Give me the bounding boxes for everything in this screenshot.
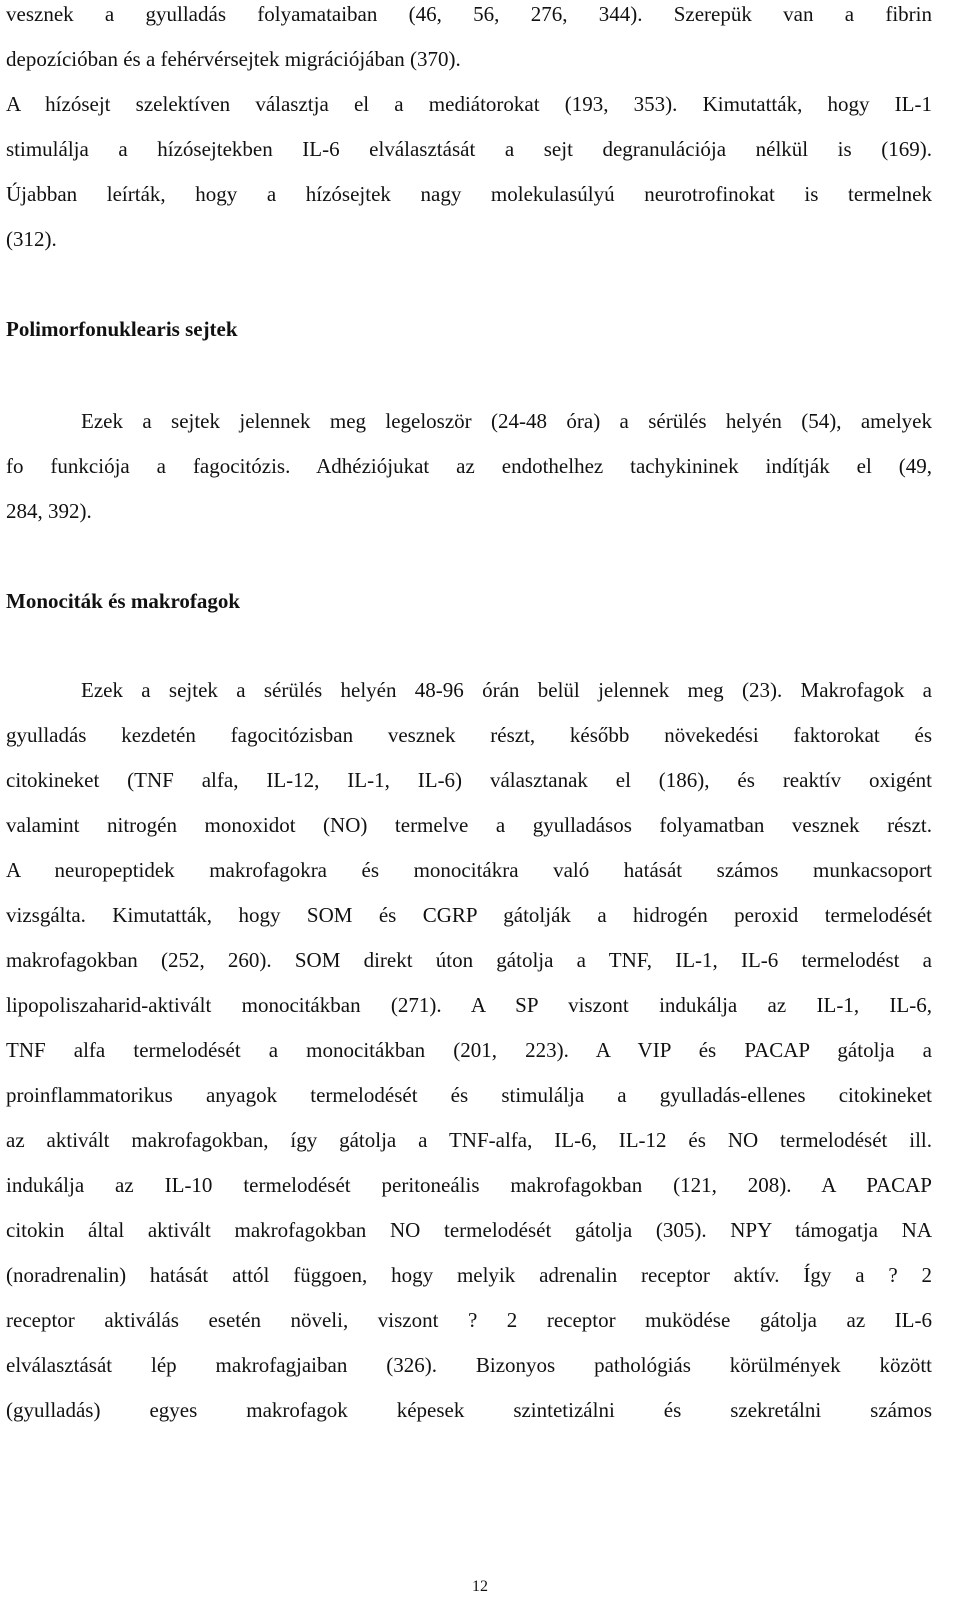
text-line: fo funkciója a fagocitózis. Adhéziójukat az endothelhez tachykininek indítják el (49, bbox=[6, 454, 932, 478]
text-line: elválasztását lép makrofagjaiban (326). Bizonyos pathológiás körülmények között bbox=[6, 1353, 932, 1377]
paragraph-monocitak bbox=[6, 676, 932, 1441]
text-line: (gyulladás) egyes makrofagok képesek szintetizálni és szekretálni számos bbox=[6, 1398, 932, 1422]
text-line: Újabban leírták, hogy a hízósejtek nagy molekulasúlyú neurotrofinokat is termelnek bbox=[6, 182, 932, 206]
text-line: gyulladás kezdetén fagocitózisban vesznek részt, később növekedési faktorokat és bbox=[6, 723, 932, 747]
text-line: az aktivált makrofagokban, így gátolja a TNF-alfa, IL-6, IL-12 és NO termelodését ill. bbox=[6, 1128, 932, 1152]
text-line: TNF alfa termelodését a monocitákban (201, 223). A VIP és PACAP gátolja a bbox=[6, 1038, 932, 1062]
section-heading-monocitak: Monociták és makrofagok bbox=[6, 589, 241, 613]
text-line: A hízósejt szelektíven választja el a mediátorokat (193, 353). Kimutatták, hogy IL-1 bbox=[6, 92, 932, 116]
text-line: citokin által aktivált makrofagokban NO termelodését gátolja (305). NPY támogatja NA bbox=[6, 1218, 932, 1242]
text-line: (312). bbox=[6, 227, 57, 251]
text-line: Ezek a sejtek a sérülés helyén 48-96 órán belül jelennek meg (23). Makrofagok a bbox=[81, 678, 932, 702]
page-number: 12 bbox=[472, 1578, 488, 1595]
text-line: lipopoliszaharid-aktivált monocitákban (271). A SP viszont indukálja az IL-1, IL-6, bbox=[6, 993, 932, 1017]
text-line: Ezek a sejtek jelennek meg legeloször (24-48 óra) a sérülés helyén (54), amelyek bbox=[81, 409, 932, 433]
text-line: citokineket (TNF alfa, IL-12, IL-1, IL-6) választanak el (186), és reaktív oxigént bbox=[6, 768, 932, 792]
text-line: indukálja az IL-10 termelodését peritoneális makrofagokban (121, 208). A PACAP bbox=[6, 1173, 932, 1197]
text-line: valamint nitrogén monoxidot (NO) termelve a gyulladásos folyamatban vesznek részt. bbox=[6, 813, 932, 837]
paragraph-polimorfonuklearis bbox=[6, 407, 932, 542]
section-heading-polimorfonuklearis: Polimorfonuklearis sejtek bbox=[6, 317, 238, 341]
text-line: A neuropeptidek makrofagokra és monocitákra való hatását számos munkacsoport bbox=[6, 858, 932, 882]
paragraph-intro bbox=[6, 0, 932, 270]
text-line: makrofagokban (252, 260). SOM direkt úton gátolja a TNF, IL-1, IL-6 termelodést a bbox=[6, 948, 932, 972]
text-line: proinflammatorikus anyagok termelodését és stimulálja a gyulladás-ellenes citokineket bbox=[6, 1083, 932, 1107]
text-line: vizsgálta. Kimutatták, hogy SOM és CGRP gátolják a hidrogén peroxid termelodését bbox=[6, 903, 932, 927]
text-line: receptor aktiválás esetén növeli, viszont ? 2 receptor muködése gátolja az IL-6 bbox=[6, 1308, 932, 1332]
text-line: (noradrenalin) hatását attól függoen, hogy melyik adrenalin receptor aktív. Így a ? 2 bbox=[6, 1263, 932, 1287]
text-line: stimulálja a hízósejtekben IL-6 elválasztását a sejt degranulációja nélkül is (169). bbox=[6, 137, 932, 161]
text-line: depozícióban és a fehérvérsejtek migrációjában (370). bbox=[6, 47, 461, 71]
text-line: vesznek a gyulladás folyamataiban (46, 56, 276, 344). Szerepük van a fibrin bbox=[6, 2, 932, 26]
text-line: 284, 392). bbox=[6, 499, 92, 523]
